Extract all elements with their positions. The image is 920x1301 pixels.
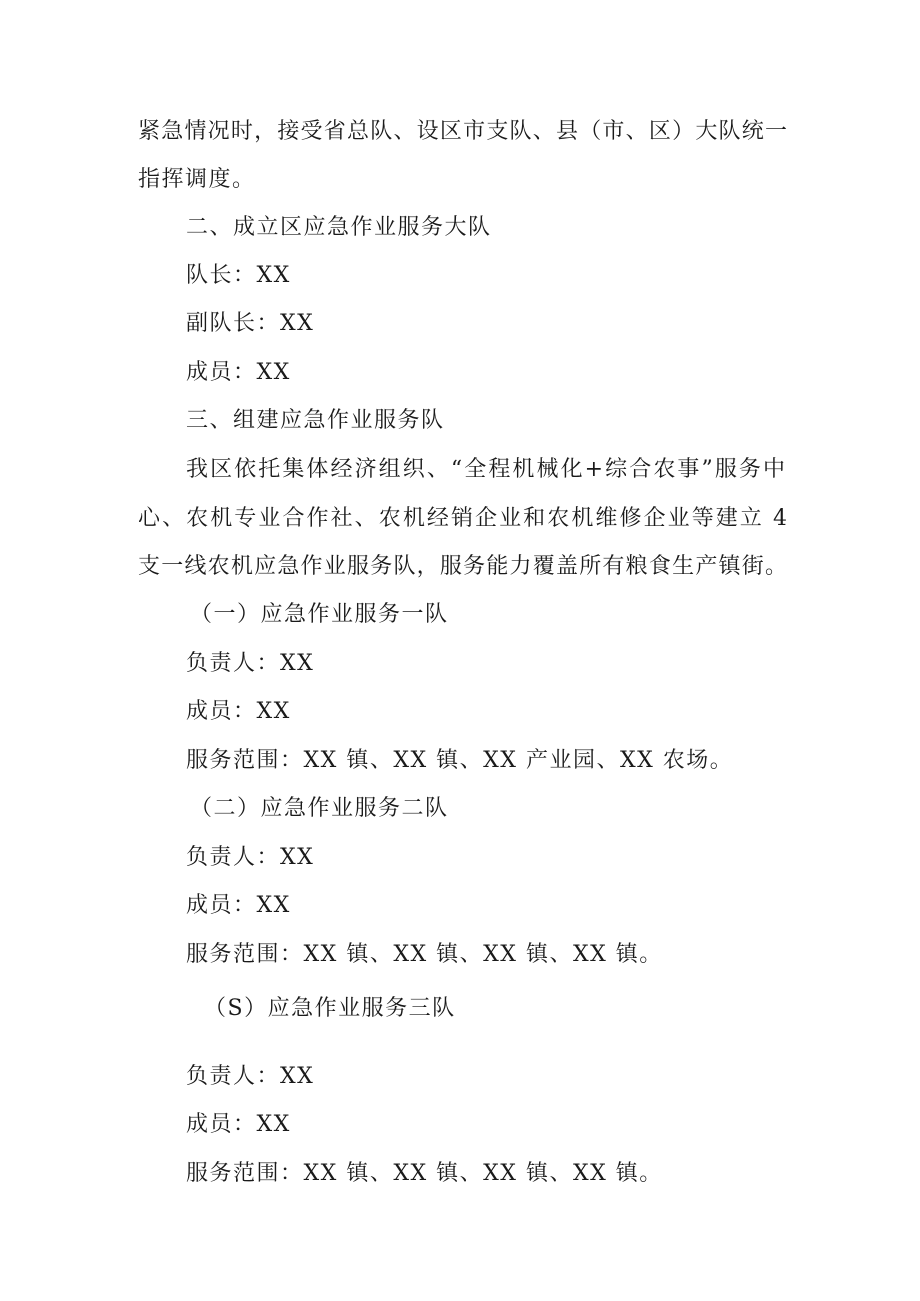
paragraph-line: 我区依托集体经济组织、“全程机械化+综合农事”服务中 xyxy=(186,457,786,482)
paragraph-line: 心、农机专业合作社、农机经销企业和农机维修企业等建立 4 xyxy=(138,506,788,531)
section-heading: 二、成立区应急作业服务大队 xyxy=(186,215,492,240)
paragraph-line: 支一线农机应急作业服务队，服务能力覆盖所有粮食生产镇街。 xyxy=(138,554,788,579)
paragraph-line: 指挥调度。 xyxy=(138,167,256,192)
members-line: 成员：XX xyxy=(186,1112,291,1137)
members-line: 成员：XX xyxy=(186,360,291,385)
members-line: 成员：XX xyxy=(186,893,291,918)
service-scope-line: 服务范围：XX 镇、XX 镇、XX 产业园、XX 农场。 xyxy=(186,748,734,773)
subsection-heading: （一）应急作业服务一队 xyxy=(190,602,449,627)
members-line: 成员：XX xyxy=(186,699,291,724)
responsible-person-line: 负责人：XX xyxy=(186,1064,315,1089)
paragraph-line: 紧急情况时，接受省总队、设区市支队、县（市、区）大队统一 xyxy=(138,119,788,144)
service-scope-line: 服务范围：XX 镇、XX 镇、XX 镇、XX 镇。 xyxy=(186,942,663,967)
subsection-heading: （S）应急作业服务三队 xyxy=(204,996,456,1021)
subsection-heading: （二）应急作业服务二队 xyxy=(190,796,449,821)
responsible-person-line: 负责人：XX xyxy=(186,845,315,870)
leader-line: 队长：XX xyxy=(186,263,291,288)
responsible-person-line: 负责人：XX xyxy=(186,651,315,676)
deputy-leader-line: 副队长：XX xyxy=(186,311,315,336)
service-scope-line: 服务范围：XX 镇、XX 镇、XX 镇、XX 镇。 xyxy=(186,1161,663,1186)
section-heading: 三、组建应急作业服务队 xyxy=(186,408,445,433)
